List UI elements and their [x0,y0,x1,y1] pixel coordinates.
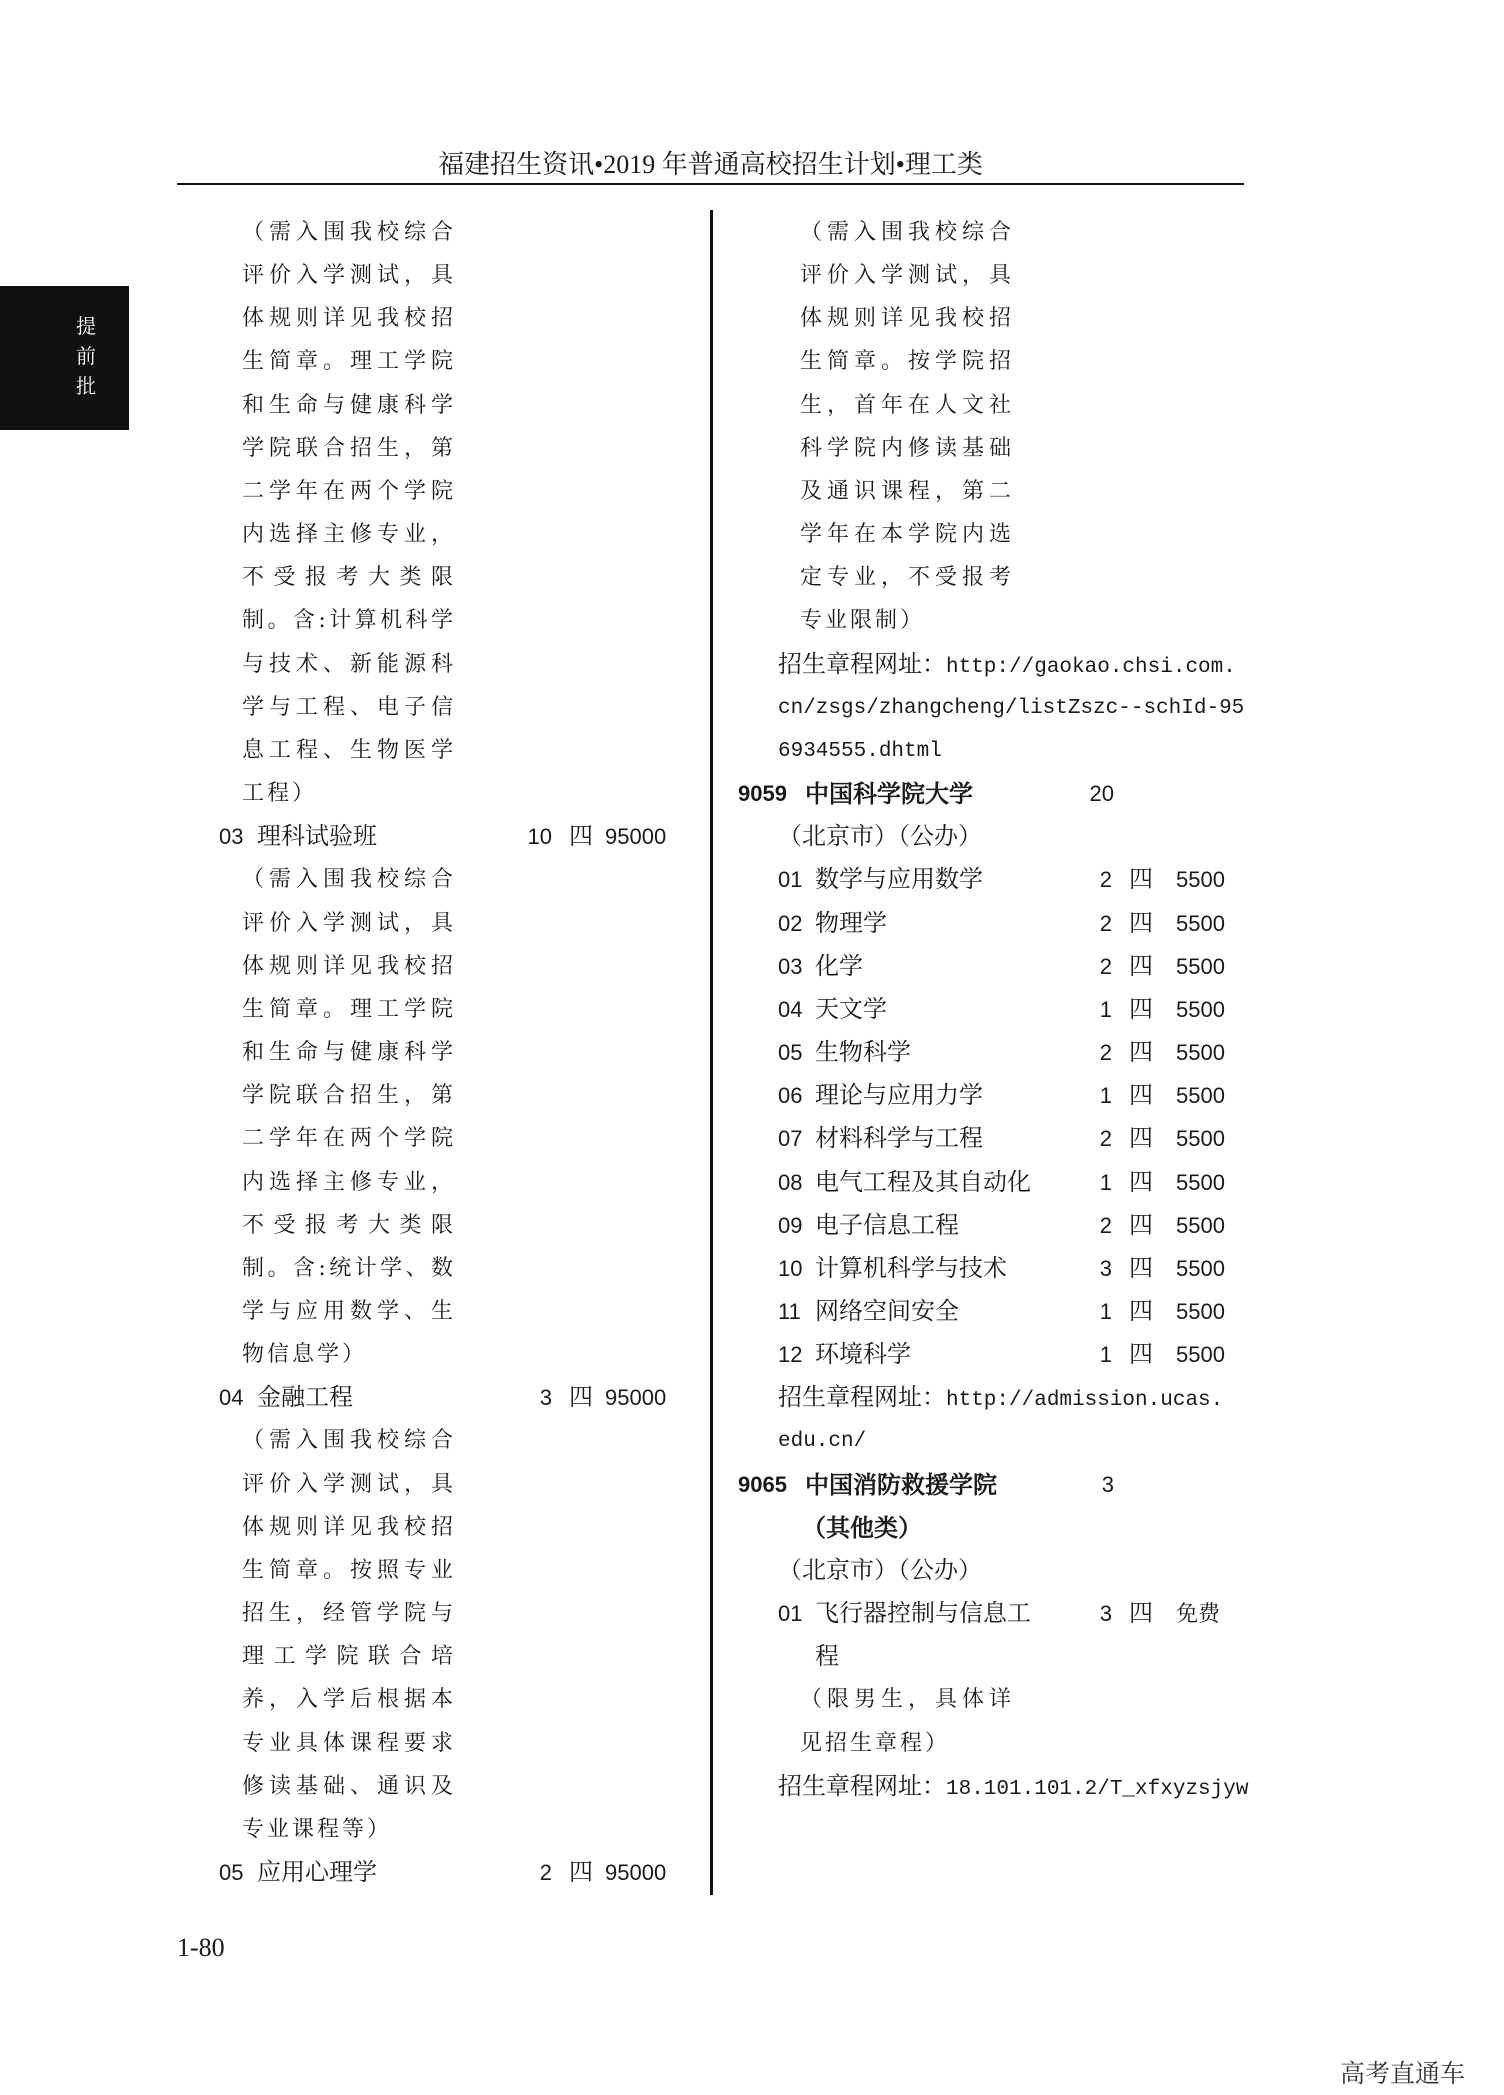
major-row [0,1204,1504,1247]
major-fee: 5500 [1176,1342,1225,1368]
major-count: 1 [1099,1342,1112,1368]
note-line: 专业课程等） [242,1816,393,1842]
major-fee: 5500 [1176,867,1225,893]
major-years: 四 [569,1858,593,1887]
note-line: 不受报考大类限 [242,565,456,591]
school-count: 20 [1089,781,1114,807]
major-name: 天文学 [815,994,887,1023]
major-row [0,1247,1504,1290]
major-code: 04 [219,1385,244,1411]
url-text: 18.101.101.2/T_xfxyzsjyw [946,1777,1249,1801]
major-code: 07 [778,1126,803,1152]
major-row [0,858,1504,901]
major-count: 2 [1099,953,1112,979]
note-line: 内选择主修专业， [242,1169,456,1195]
school-location: （北京市）（公办） [778,822,982,851]
note-line: 定专业，不受报考 [800,565,1014,591]
major-fee: 5500 [1176,910,1225,936]
major-count: 2 [1099,1040,1112,1066]
note-line: （限男生，具体详 [800,1687,1014,1713]
major-code: 09 [778,1212,803,1238]
major-code: 05 [219,1860,244,1886]
note-line: 和生命与健康科学 [242,1040,456,1066]
major-count: 1 [1099,1299,1112,1324]
major-code: 11 [778,1299,801,1324]
major-row [0,1333,1504,1376]
note-row [0,556,1504,599]
right-column [0,211,1504,1911]
major-count: 1 [1099,1083,1112,1109]
school-code: 9059 [738,781,787,807]
major-code: 01 [778,1601,803,1627]
major-code: 02 [778,910,803,936]
major-name: 金融工程 [257,1383,353,1412]
note-row [0,427,1504,470]
major-code: 04 [778,996,803,1022]
major-fee: 5500 [1176,1040,1225,1066]
note-line: 评价入学测试，具 [800,263,1014,289]
note-row [0,297,1504,340]
url-label: 招生章程网址： [778,1383,946,1412]
note-line: 及通识课程，第二 [800,478,1014,504]
note-row [0,340,1504,383]
admission-url [778,1419,866,1463]
major-code: 06 [778,1083,803,1109]
note-line: 物信息学） [242,1342,368,1368]
major-years: 四 [1129,1167,1153,1196]
url-text: cn/zsgs/zhangcheng/listZszc--schId-95 [778,696,1245,720]
major-fee: 免费 [1176,1601,1221,1627]
major-years: 四 [569,1383,593,1412]
note-line: 专业限制） [800,608,926,634]
note-line: 息工程、生物医学 [242,737,456,763]
major-row [0,1031,1504,1074]
major-row [0,1074,1504,1117]
major-name: 理论与应用力学 [815,1081,983,1110]
school-name: 中国消防救援学院 [805,1469,997,1499]
school-category: （其他类） [802,1512,922,1542]
note-line: 二学年在两个学院 [242,478,456,504]
admission-url [778,643,1236,689]
note-line: 制。含:计算机科学 [242,608,456,634]
major-count: 2 [1099,1212,1112,1238]
major-name: 生物科学 [815,1038,911,1067]
major-years: 四 [1129,1081,1153,1110]
note-line: 养，入学后根据本 [242,1687,456,1713]
note-row [0,211,1504,254]
major-name: 数学与应用数学 [815,865,983,894]
section-tab-char: 提 [76,314,96,338]
major-years: 四 [1129,908,1153,937]
major-code: 08 [778,1169,803,1195]
note-line: （需入围我校综合 [800,220,1014,245]
note-line: 体规则详见我校招 [800,306,1014,332]
major-row [0,1117,1504,1160]
url-label: 招生章程网址： [778,1771,946,1800]
major-count: 3 [1099,1255,1112,1281]
admission-url [778,1376,1223,1422]
note-line: 不受报考大类限 [242,1212,456,1238]
major-row [0,902,1504,945]
school-count: 3 [1101,1471,1114,1497]
note-line: 学与工程、电子信 [242,694,456,720]
major-count: 2 [1099,910,1112,936]
admission-url [778,686,1244,730]
note-row [0,1678,1504,1721]
major-row [0,1161,1504,1204]
note-line: 科学院内修读基础 [800,435,1014,461]
admission-url-row [0,686,1504,729]
major-row [0,1290,1504,1333]
note-line: 生简章。理工学院 [242,349,456,375]
section-tab-char: 批 [76,374,96,398]
note-line: 生简章。按学院招 [800,349,1014,375]
note-line: （需入围我校综合 [242,220,456,245]
note-row [0,513,1504,556]
major-fee: 5500 [1176,1212,1225,1238]
school-category-row [0,1506,1504,1549]
school-name: 中国科学院大学 [805,779,973,809]
url-text: edu.cn/ [778,1430,867,1454]
school-row [0,1463,1504,1506]
major-count: 2 [1099,1126,1112,1152]
major-name: 化学 [815,951,863,980]
note-row [0,384,1504,427]
note-line: 和生命与健康科学 [242,392,456,418]
major-name: 电气工程及其自动化 [815,1167,1031,1196]
major-row [0,988,1504,1031]
major-name-continued: 程 [815,1642,839,1671]
major-name: 网络空间安全 [815,1297,959,1325]
major-name: 物理学 [815,908,887,937]
note-line: 生简章。按照专业 [242,1557,456,1583]
major-name: 电子信息工程 [815,1210,959,1239]
watermark-text: 高考直通车 [1340,2059,1466,2088]
major-count: 3 [1099,1601,1112,1627]
major-fee: 5500 [1176,953,1225,979]
note-line: （需入围我校综合 [242,1428,456,1454]
note-line: 二学年在两个学院 [242,1126,456,1152]
note-line: 修读基础、通识及 [242,1773,456,1799]
url-label: 招生章程网址： [778,649,946,678]
major-code: 01 [778,867,803,893]
major-fee: 95000 [605,1385,667,1411]
school-row [0,772,1504,815]
major-years: 四 [1129,865,1153,894]
major-code: 12 [778,1342,803,1368]
note-line: 学与应用数学、生 [242,1299,456,1324]
major-name-continued-row [0,1635,1504,1678]
major-row [0,1592,1504,1635]
major-count: 1 [1099,1169,1112,1195]
major-count: 10 [527,824,552,850]
note-line: 招生，经管学院与 [242,1601,456,1627]
major-years: 四 [1129,1599,1153,1628]
major-name: 理科试验班 [257,822,377,851]
note-line: 工程） [242,781,318,807]
note-row [0,1722,1504,1765]
major-name: 环境科学 [815,1340,911,1369]
major-years: 四 [1129,1038,1153,1067]
admission-url-row [0,643,1504,686]
major-years: 四 [1129,1210,1153,1239]
major-code: 03 [778,953,803,979]
note-line: 生，首年在人文社 [800,392,1014,418]
admission-url-row [0,729,1504,772]
major-fee: 5500 [1176,1126,1225,1152]
major-name: 计算机科学与技术 [815,1253,1007,1282]
major-code: 03 [219,824,244,850]
header-rule [177,183,1244,185]
major-code: 10 [778,1255,803,1281]
major-fee: 5500 [1176,996,1225,1022]
admission-url-row [0,1376,1504,1419]
major-count: 3 [539,1385,552,1411]
note-line: （需入围我校综合 [242,867,456,893]
school-code: 9065 [738,1471,787,1497]
section-tab-char: 前 [76,344,96,368]
note-line: 学年在本学院内选 [800,522,1014,548]
major-years: 四 [569,822,593,851]
note-row [0,470,1504,513]
school-location: （北京市）（公办） [778,1555,982,1584]
major-years: 四 [1129,951,1153,980]
major-name: 应用心理学 [257,1858,377,1887]
major-fee: 5500 [1176,1169,1225,1195]
url-text: http://gaokao.chsi.com. [946,655,1236,679]
admission-url-row [0,1419,1504,1462]
major-count: 2 [539,1860,552,1886]
admission-url [778,1765,1248,1811]
major-row [0,945,1504,988]
school-location-row [0,815,1504,858]
url-text: 6934555.dhtml [778,739,942,763]
major-name: 材料科学与工程 [815,1124,983,1153]
url-text: http://admission.ucas. [946,1389,1224,1413]
major-code: 05 [778,1040,803,1066]
major-fee: 5500 [1176,1083,1225,1109]
note-line: 评价入学测试，具 [242,910,456,936]
major-fee: 95000 [605,1860,667,1886]
page-number: 1-80 [177,1933,225,1962]
note-line: 评价入学测试，具 [242,263,456,289]
note-row [0,599,1504,642]
major-count: 1 [1099,996,1112,1022]
admission-url [778,729,942,773]
major-fee: 5500 [1176,1255,1225,1281]
major-years: 四 [1129,1253,1153,1282]
note-line: 学院联合招生，第 [242,1083,456,1109]
major-name: 飞行器控制与信息工 [815,1599,1031,1628]
admission-url-row [0,1765,1504,1808]
note-row [0,254,1504,297]
major-years: 四 [1129,1297,1153,1325]
major-years: 四 [1129,1340,1153,1369]
major-years: 四 [1129,1124,1153,1153]
note-line: 体规则详见我校招 [242,1514,456,1540]
note-line: 制。含:统计学、数 [242,1255,456,1281]
major-fee: 5500 [1176,1299,1225,1324]
school-location-row [0,1549,1504,1592]
major-count: 2 [1099,867,1112,893]
note-line: 见招生章程） [800,1730,951,1756]
note-line: 学院联合招生，第 [242,435,456,461]
major-fee: 95000 [605,824,667,850]
note-line: 体规则详见我校招 [242,306,456,332]
note-line: 内选择主修专业， [242,522,456,548]
note-line: 理工学院联合培 [242,1644,456,1670]
note-line: 专业具体课程要求 [242,1730,456,1756]
page-header-title: 福建招生资讯•2019 年普通高校招生计划•理工类 [438,150,983,179]
note-line: 体规则详见我校招 [242,953,456,979]
note-line: 与技术、新能源科 [242,651,456,677]
note-line: 评价入学测试，具 [242,1471,456,1497]
major-years: 四 [1129,994,1153,1023]
note-line: 生简章。理工学院 [242,996,456,1022]
